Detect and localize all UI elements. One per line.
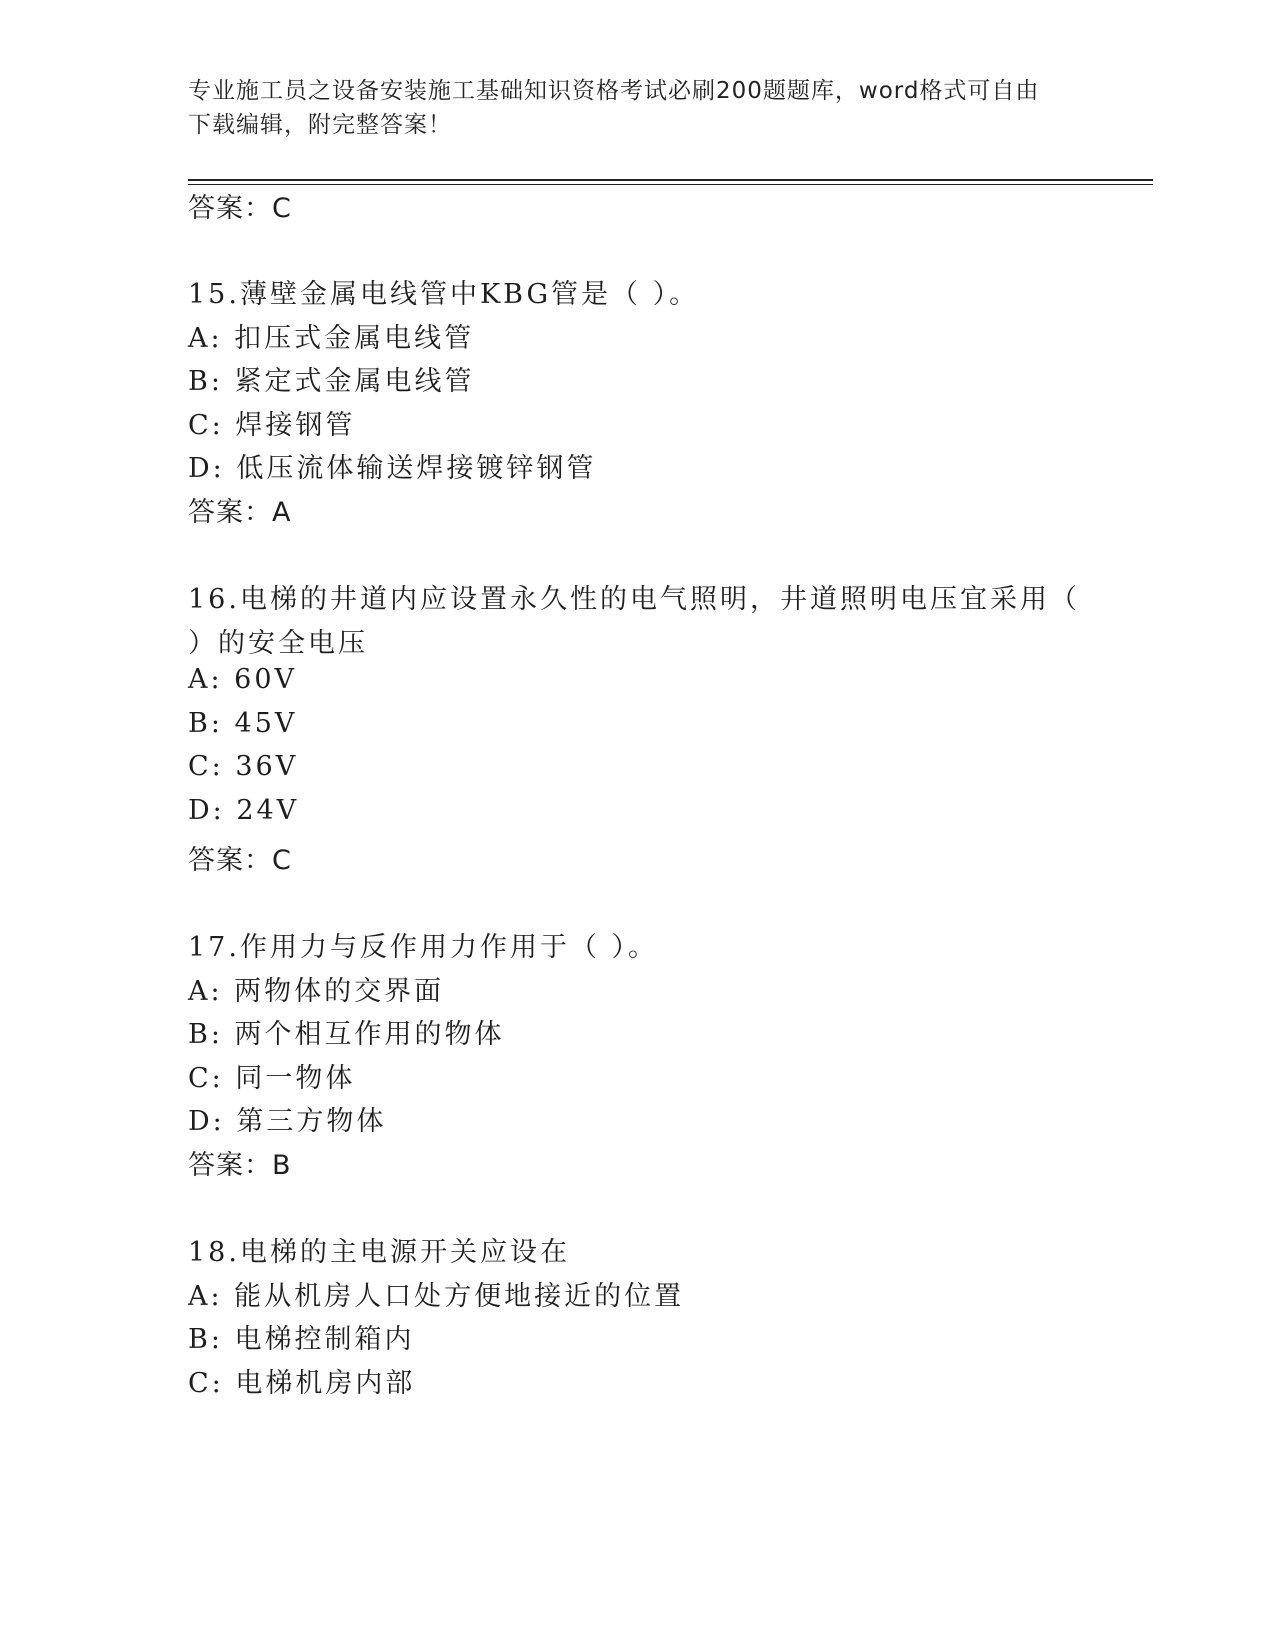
- header-rule-thin: [188, 184, 1153, 185]
- question-15-option-a: A: 扣压式金属电线管: [188, 323, 475, 354]
- question-16-option-c: C: 36V: [188, 751, 299, 782]
- question-17-stem: 17.作用力与反作用力作用于（ ）。: [188, 932, 659, 963]
- document-header: [188, 74, 1068, 142]
- question-17-option-c: C: 同一物体: [188, 1063, 356, 1094]
- header-rule: [188, 179, 1153, 181]
- question-16-option-d: D: 24V: [188, 795, 300, 826]
- question-18-option-a: A: 能从机房人口处方便地接近的位置: [188, 1281, 685, 1312]
- question-16-answer: 答案：C: [188, 845, 292, 876]
- question-15-option-d: D: 低压流体输送焊接镀锌钢管: [188, 453, 597, 484]
- question-15-option-b: B: 紧定式金属电线管: [188, 366, 475, 397]
- question-17-option-a: A: 两物体的交界面: [188, 976, 445, 1007]
- question-15-answer: 答案：A: [188, 497, 292, 528]
- question-16-option-b: B: 45V: [188, 708, 298, 739]
- question-17-option-d: D: 第三方物体: [188, 1106, 387, 1137]
- question-17-option-b: B: 两个相互作用的物体: [188, 1019, 505, 1050]
- question-18-stem: 18.电梯的主电源开关应设在: [188, 1237, 570, 1268]
- question-16-stem-line-1: 16.电梯的井道内应设置永久性的电气照明，井道照明电压宜采用（: [188, 584, 1080, 615]
- header-line-1: 专业施工员之设备安装施工基础知识资格考试必刷200题题库，word格式可自由: [188, 78, 1040, 104]
- question-17-answer: 答案：B: [188, 1150, 292, 1181]
- header-line-2: 下载编辑，附完整答案！: [188, 112, 452, 138]
- previous-answer: 答案：C: [188, 193, 292, 224]
- question-18-option-b: B: 电梯控制箱内: [188, 1324, 415, 1355]
- question-16-option-a: A: 60V: [188, 664, 298, 695]
- question-15-option-c: C: 焊接钢管: [188, 410, 356, 441]
- question-15-stem: 15.薄壁金属电线管中KBG管是（ ）。: [188, 279, 700, 310]
- question-16-stem-line-2: ）的安全电压: [188, 628, 368, 659]
- question-18-option-c: C: 电梯机房内部: [188, 1368, 416, 1399]
